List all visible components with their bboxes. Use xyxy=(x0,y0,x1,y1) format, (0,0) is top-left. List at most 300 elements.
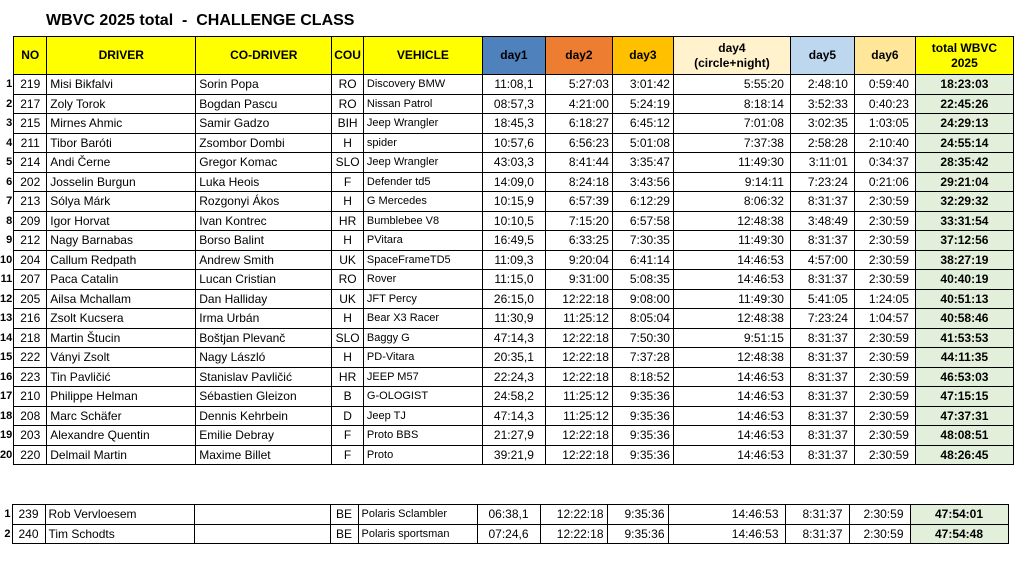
cell-day5: 2:48:10 xyxy=(790,75,854,95)
cell-day3: 5:01:08 xyxy=(612,133,673,153)
cell-codriver: Dennis Kehrbein xyxy=(196,406,332,426)
cell-codriver: Dan Halliday xyxy=(196,289,332,309)
cell-country: H xyxy=(332,192,364,212)
cell-driver: Delmail Martin xyxy=(47,445,196,465)
cell-day1: 47:14,3 xyxy=(482,328,545,348)
cell-codriver: Emilie Debray xyxy=(196,426,332,446)
cell-day2: 11:25:12 xyxy=(545,309,612,329)
cell-day6: 1:03:05 xyxy=(854,114,915,134)
cell-day2: 9:31:00 xyxy=(545,270,612,290)
cell-day4: 5:55:20 xyxy=(673,75,790,95)
cell-day2: 4:21:00 xyxy=(545,94,612,114)
cell-driver: Marc Schäfer xyxy=(47,406,196,426)
cell-driver: Ványi Zsolt xyxy=(47,348,196,368)
row-position: 4 xyxy=(6,136,13,149)
cell-day5: 8:31:37 xyxy=(785,524,849,544)
cell-day1: 22:24,3 xyxy=(482,367,545,387)
table-row xyxy=(0,445,1013,465)
cell-day2: 12:22:18 xyxy=(540,524,607,544)
cell-day3: 6:12:29 xyxy=(612,192,673,212)
cell-day2: 7:15:20 xyxy=(545,211,612,231)
col-header-vehicle: VEHICLE xyxy=(363,37,482,75)
table-row xyxy=(0,211,1013,231)
cell-day2: 6:18:27 xyxy=(545,114,612,134)
cell-day3: 7:30:35 xyxy=(612,231,673,251)
cell-number: 209 xyxy=(14,211,47,231)
cell-day3: 5:24:19 xyxy=(612,94,673,114)
cell-total: 28:35:42 xyxy=(915,153,1013,173)
cell-day1: 10:10,5 xyxy=(482,211,545,231)
cell-day3: 9:35:36 xyxy=(612,406,673,426)
table-row xyxy=(0,250,1013,270)
table-row xyxy=(0,309,1013,329)
cell-day2: 12:22:18 xyxy=(545,445,612,465)
cell-country: H xyxy=(332,231,364,251)
cell-country: F xyxy=(332,445,364,465)
cell-total: 40:51:13 xyxy=(915,289,1013,309)
cell-day5: 4:57:00 xyxy=(790,250,854,270)
row-position: 8 xyxy=(6,214,13,227)
cell-driver: Igor Horvat xyxy=(47,211,196,231)
col-header-codriver: CO-DRIVER xyxy=(196,37,332,75)
cell-day3: 6:45:12 xyxy=(612,114,673,134)
cell-day2: 9:20:04 xyxy=(545,250,612,270)
cell-day4: 14:46:53 xyxy=(673,445,790,465)
cell-day4: 14:46:53 xyxy=(673,387,790,407)
cell-day4: 14:46:53 xyxy=(673,426,790,446)
cell-day1: 11:09,3 xyxy=(482,250,545,270)
cell-day3: 9:08:00 xyxy=(612,289,673,309)
row-position: 20 xyxy=(0,448,13,461)
cell-vehicle: spider xyxy=(363,133,482,153)
cell-total: 40:58:46 xyxy=(915,309,1013,329)
cell-vehicle: PVitara xyxy=(363,231,482,251)
table-row xyxy=(0,387,1013,407)
cell-country: H xyxy=(332,133,364,153)
cell-day6: 2:30:59 xyxy=(854,387,915,407)
cell-day5: 8:31:37 xyxy=(785,505,849,525)
cell-number: 207 xyxy=(14,270,47,290)
row-position: 1 xyxy=(6,78,13,91)
page-title: WBVC 2025 total - CHALLENGE CLASS xyxy=(46,12,355,29)
cell-country: RO xyxy=(332,270,364,290)
cell-day2: 12:22:18 xyxy=(545,328,612,348)
cell-day4: 11:49:30 xyxy=(673,231,790,251)
cell-day2: 11:25:12 xyxy=(545,406,612,426)
cell-day4: 12:48:38 xyxy=(673,211,790,231)
cell-vehicle: Polaris Sclambler xyxy=(358,505,477,525)
cell-day3: 9:35:36 xyxy=(612,445,673,465)
cell-total: 24:29:13 xyxy=(915,114,1013,134)
cell-day5: 3:02:35 xyxy=(790,114,854,134)
cell-day1: 11:15,0 xyxy=(482,270,545,290)
cell-day1: 07:24,6 xyxy=(477,524,540,544)
cell-day5: 8:31:37 xyxy=(790,445,854,465)
cell-day6: 2:30:59 xyxy=(854,328,915,348)
cell-day1: 24:58,2 xyxy=(482,387,545,407)
cell-codriver: Lucan Cristian xyxy=(196,270,332,290)
cell-codriver: Gregor Komac xyxy=(196,153,332,173)
cell-day4: 9:51:15 xyxy=(673,328,790,348)
cell-day1: 11:30,9 xyxy=(482,309,545,329)
cell-driver: Sólya Márk xyxy=(47,192,196,212)
cell-vehicle: SpaceFrameTD5 xyxy=(363,250,482,270)
table-row xyxy=(0,114,1013,134)
cell-total: 41:53:53 xyxy=(915,328,1013,348)
cell-day6: 0:21:06 xyxy=(854,172,915,192)
cell-total: 24:55:14 xyxy=(915,133,1013,153)
cell-driver: Tim Schodts xyxy=(45,524,194,544)
cell-day5: 3:52:33 xyxy=(790,94,854,114)
cell-total: 48:26:45 xyxy=(915,445,1013,465)
cell-day1: 10:15,9 xyxy=(482,192,545,212)
row-position: 6 xyxy=(6,175,13,188)
cell-number: 208 xyxy=(14,406,47,426)
cell-codriver: Bogdan Pascu xyxy=(196,94,332,114)
col-header-day4 xyxy=(673,37,790,75)
cell-vehicle: G-OLOGIST xyxy=(363,387,482,407)
cell-day5: 8:31:37 xyxy=(790,348,854,368)
cell-codriver: Luka Heois xyxy=(196,172,332,192)
cell-total: 47:37:31 xyxy=(915,406,1013,426)
row-position: 11 xyxy=(0,273,13,286)
cell-day5: 8:31:37 xyxy=(790,231,854,251)
cell-vehicle: Discovery BMW xyxy=(363,75,482,95)
cell-day1: 47:14,3 xyxy=(482,406,545,426)
cell-codriver: Irma Urbán xyxy=(196,309,332,329)
cell-driver: Nagy Barnabas xyxy=(47,231,196,251)
cell-day1: 10:57,6 xyxy=(482,133,545,153)
cell-day5: 5:41:05 xyxy=(790,289,854,309)
cell-number: 222 xyxy=(14,348,47,368)
cell-day4: 11:49:30 xyxy=(673,153,790,173)
cell-country: H xyxy=(332,348,364,368)
cell-vehicle: Jeep Wrangler xyxy=(363,153,482,173)
cell-day4: 7:01:08 xyxy=(673,114,790,134)
cell-day4: 12:48:38 xyxy=(673,348,790,368)
cell-day4: 14:46:53 xyxy=(668,524,785,544)
cell-day4: 14:46:53 xyxy=(673,406,790,426)
cell-total: 18:23:03 xyxy=(915,75,1013,95)
cell-country: RO xyxy=(332,94,364,114)
cell-day2: 6:56:23 xyxy=(545,133,612,153)
col-header-country: COU xyxy=(332,37,364,75)
cell-day1: 16:49,5 xyxy=(482,231,545,251)
cell-day1: 08:57,3 xyxy=(482,94,545,114)
table-row xyxy=(0,426,1013,446)
cell-driver: Misi Bikfalvi xyxy=(47,75,196,95)
cell-day5: 8:31:37 xyxy=(790,367,854,387)
row-position: 2 xyxy=(4,527,11,540)
row-position: 10 xyxy=(0,253,13,266)
cell-driver: Zoly Torok xyxy=(47,94,196,114)
row-position: 17 xyxy=(0,390,13,403)
extra-results-table xyxy=(0,504,1009,544)
day4-title: day4 xyxy=(718,40,746,55)
cell-day1: 06:38,1 xyxy=(477,505,540,525)
cell-number: 204 xyxy=(14,250,47,270)
cell-day5: 7:23:24 xyxy=(790,172,854,192)
cell-number: 215 xyxy=(14,114,47,134)
cell-vehicle: Bear X3 Racer xyxy=(363,309,482,329)
cell-number: 240 xyxy=(12,524,45,544)
cell-total: 47:54:01 xyxy=(910,505,1008,525)
col-header-day2: day2 xyxy=(545,37,612,75)
row-position: 3 xyxy=(6,117,13,130)
cell-day6: 2:30:59 xyxy=(854,406,915,426)
cell-codriver: Nagy László xyxy=(196,348,332,368)
cell-day1: 21:27,9 xyxy=(482,426,545,446)
cell-country: H xyxy=(332,309,364,329)
cell-total: 48:08:51 xyxy=(915,426,1013,446)
cell-day3: 9:35:36 xyxy=(612,387,673,407)
table-row xyxy=(0,75,1013,95)
cell-total: 32:29:32 xyxy=(915,192,1013,212)
cell-day3: 6:41:14 xyxy=(612,250,673,270)
cell-number: 213 xyxy=(14,192,47,212)
cell-day5: 8:31:37 xyxy=(790,270,854,290)
table-row xyxy=(0,348,1013,368)
cell-day2: 8:24:18 xyxy=(545,172,612,192)
cell-day6: 2:30:59 xyxy=(854,270,915,290)
cell-day1: 14:09,0 xyxy=(482,172,545,192)
cell-codriver: Rozgonyi Ákos xyxy=(196,192,332,212)
cell-driver: Martin Štucin xyxy=(47,328,196,348)
cell-codriver: Borso Balint xyxy=(196,231,332,251)
cell-day5: 8:31:37 xyxy=(790,387,854,407)
cell-codriver: Boštjan Plevanč xyxy=(196,328,332,348)
row-position: 7 xyxy=(6,195,13,208)
cell-vehicle: G Mercedes xyxy=(363,192,482,212)
cell-driver: Philippe Helman xyxy=(47,387,196,407)
cell-vehicle: Jeep Wrangler xyxy=(363,114,482,134)
cell-day6: 2:30:59 xyxy=(854,367,915,387)
cell-day6: 1:04:57 xyxy=(854,309,915,329)
cell-driver: Tibor Baróti xyxy=(47,133,196,153)
cell-number: 239 xyxy=(12,505,45,525)
cell-day6: 2:30:59 xyxy=(849,505,910,525)
table-row xyxy=(0,94,1013,114)
cell-codriver: Andrew Smith xyxy=(196,250,332,270)
table-row xyxy=(0,133,1013,153)
col-header-total xyxy=(915,37,1013,75)
cell-day5: 7:23:24 xyxy=(790,309,854,329)
cell-day2: 6:33:25 xyxy=(545,231,612,251)
cell-total: 40:40:19 xyxy=(915,270,1013,290)
cell-total: 47:54:48 xyxy=(910,524,1008,544)
col-header-day5: day5 xyxy=(790,37,854,75)
cell-country: BE xyxy=(330,505,358,525)
cell-day2: 12:22:18 xyxy=(545,348,612,368)
cell-day4: 9:14:11 xyxy=(673,172,790,192)
row-position: 13 xyxy=(0,312,13,325)
cell-driver: Mirnes Ahmic xyxy=(47,114,196,134)
cell-day6: 0:40:23 xyxy=(854,94,915,114)
cell-number: 223 xyxy=(14,367,47,387)
cell-number: 202 xyxy=(14,172,47,192)
cell-day3: 6:57:58 xyxy=(612,211,673,231)
cell-day2: 11:25:12 xyxy=(545,387,612,407)
total-title: total WBVC xyxy=(931,40,998,55)
cell-codriver: Stanislav Pavličić xyxy=(196,367,332,387)
row-number-header xyxy=(0,37,14,75)
cell-day5: 3:11:01 xyxy=(790,153,854,173)
cell-day1: 20:35,1 xyxy=(482,348,545,368)
row-position: 18 xyxy=(0,409,13,422)
cell-codriver: Sorin Popa xyxy=(196,75,332,95)
cell-codriver: Ivan Kontrec xyxy=(196,211,332,231)
cell-day5: 8:31:37 xyxy=(790,192,854,212)
cell-day6: 2:30:59 xyxy=(854,426,915,446)
cell-driver: Tin Pavličić xyxy=(47,367,196,387)
cell-vehicle: Defender td5 xyxy=(363,172,482,192)
cell-day2: 12:22:18 xyxy=(540,505,607,525)
cell-country: F xyxy=(332,426,364,446)
cell-number: 220 xyxy=(14,445,47,465)
cell-day6: 2:10:40 xyxy=(854,133,915,153)
col-header-driver: DRIVER xyxy=(47,37,196,75)
cell-country: B xyxy=(332,387,364,407)
cell-day6: 2:30:59 xyxy=(854,445,915,465)
cell-day6: 0:34:37 xyxy=(854,153,915,173)
cell-day6: 2:30:59 xyxy=(854,192,915,212)
col-header-day3: day3 xyxy=(612,37,673,75)
cell-day1: 11:08,1 xyxy=(482,75,545,95)
cell-total: 37:12:56 xyxy=(915,231,1013,251)
cell-number: 210 xyxy=(14,387,47,407)
cell-country: F xyxy=(332,172,364,192)
cell-driver: Josselin Burgun xyxy=(47,172,196,192)
cell-day1: 43:03,3 xyxy=(482,153,545,173)
cell-number: 214 xyxy=(14,153,47,173)
cell-day1: 39:21,9 xyxy=(482,445,545,465)
cell-day3: 3:35:47 xyxy=(612,153,673,173)
table-row xyxy=(0,289,1013,309)
cell-codriver: Zsombor Dombi xyxy=(196,133,332,153)
cell-country: HR xyxy=(332,211,364,231)
cell-day2: 12:22:18 xyxy=(545,367,612,387)
cell-day6: 2:30:59 xyxy=(854,211,915,231)
cell-vehicle: Nissan Patrol xyxy=(363,94,482,114)
cell-driver: Alexandre Quentin xyxy=(47,426,196,446)
cell-country: SLO xyxy=(332,153,364,173)
col-header-day6: day6 xyxy=(854,37,915,75)
cell-country: D xyxy=(332,406,364,426)
cell-vehicle: JEEP M57 xyxy=(363,367,482,387)
results-table xyxy=(0,36,1014,465)
cell-day3: 8:18:52 xyxy=(612,367,673,387)
cell-number: 203 xyxy=(14,426,47,446)
cell-vehicle: Proto xyxy=(363,445,482,465)
cell-driver: Callum Redpath xyxy=(47,250,196,270)
cell-number: 217 xyxy=(14,94,47,114)
col-header-no: NO xyxy=(14,37,47,75)
table-row xyxy=(0,406,1013,426)
cell-day3: 7:50:30 xyxy=(612,328,673,348)
cell-day3: 7:37:28 xyxy=(612,348,673,368)
cell-number: 216 xyxy=(14,309,47,329)
cell-total: 38:27:19 xyxy=(915,250,1013,270)
cell-day2: 12:22:18 xyxy=(545,426,612,446)
table-row xyxy=(0,153,1013,173)
cell-number: 205 xyxy=(14,289,47,309)
table-row xyxy=(0,231,1013,251)
cell-vehicle: JFT Percy xyxy=(363,289,482,309)
cell-vehicle: Baggy G xyxy=(363,328,482,348)
cell-day3: 9:35:36 xyxy=(612,426,673,446)
row-position: 1 xyxy=(4,508,11,521)
cell-driver: Rob Vervloesem xyxy=(45,505,194,525)
cell-codriver xyxy=(194,524,330,544)
extra-table-row xyxy=(0,524,1008,544)
cell-day6: 2:30:59 xyxy=(854,348,915,368)
cell-codriver: Maxime Billet xyxy=(196,445,332,465)
cell-day6: 2:30:59 xyxy=(854,231,915,251)
cell-vehicle: PD-Vitara xyxy=(363,348,482,368)
cell-day6: 2:30:59 xyxy=(854,250,915,270)
cell-driver: Andi Černe xyxy=(47,153,196,173)
header-row xyxy=(0,37,1013,75)
cell-day3: 3:01:42 xyxy=(612,75,673,95)
cell-country: UK xyxy=(332,250,364,270)
cell-country: BIH xyxy=(332,114,364,134)
cell-country: HR xyxy=(332,367,364,387)
cell-country: SLO xyxy=(332,328,364,348)
cell-driver: Paca Catalin xyxy=(47,270,196,290)
cell-day5: 8:31:37 xyxy=(790,406,854,426)
cell-day6: 2:30:59 xyxy=(849,524,910,544)
extra-table-row xyxy=(0,505,1008,525)
cell-codriver: Sébastien Gleizon xyxy=(196,387,332,407)
cell-country: UK xyxy=(332,289,364,309)
cell-vehicle: Bumblebee V8 xyxy=(363,211,482,231)
cell-total: 47:15:15 xyxy=(915,387,1013,407)
cell-day4: 14:46:53 xyxy=(673,367,790,387)
cell-day4: 14:46:53 xyxy=(668,505,785,525)
cell-total: 33:31:54 xyxy=(915,211,1013,231)
cell-day1: 26:15,0 xyxy=(482,289,545,309)
row-position: 16 xyxy=(0,370,13,383)
table-row xyxy=(0,192,1013,212)
cell-vehicle: Proto BBS xyxy=(363,426,482,446)
cell-number: 218 xyxy=(14,328,47,348)
cell-day2: 12:22:18 xyxy=(545,289,612,309)
table-row xyxy=(0,270,1013,290)
cell-day3: 9:35:36 xyxy=(607,524,668,544)
row-position: 5 xyxy=(6,156,13,169)
cell-vehicle: Jeep TJ xyxy=(363,406,482,426)
row-position: 14 xyxy=(0,331,13,344)
cell-number: 219 xyxy=(14,75,47,95)
cell-total: 44:11:35 xyxy=(915,348,1013,368)
cell-number: 212 xyxy=(14,231,47,251)
cell-total: 46:53:03 xyxy=(915,367,1013,387)
cell-day3: 9:35:36 xyxy=(607,505,668,525)
cell-day5: 2:58:28 xyxy=(790,133,854,153)
col-header-day1: day1 xyxy=(482,37,545,75)
cell-day1: 18:45,3 xyxy=(482,114,545,134)
table-row xyxy=(0,367,1013,387)
cell-day5: 8:31:37 xyxy=(790,426,854,446)
row-position: 15 xyxy=(0,351,13,364)
cell-country: BE xyxy=(330,524,358,544)
cell-day2: 6:57:39 xyxy=(545,192,612,212)
cell-day5: 8:31:37 xyxy=(790,328,854,348)
cell-total: 29:21:04 xyxy=(915,172,1013,192)
cell-day6: 0:59:40 xyxy=(854,75,915,95)
table-row xyxy=(0,328,1013,348)
cell-day4: 11:49:30 xyxy=(673,289,790,309)
